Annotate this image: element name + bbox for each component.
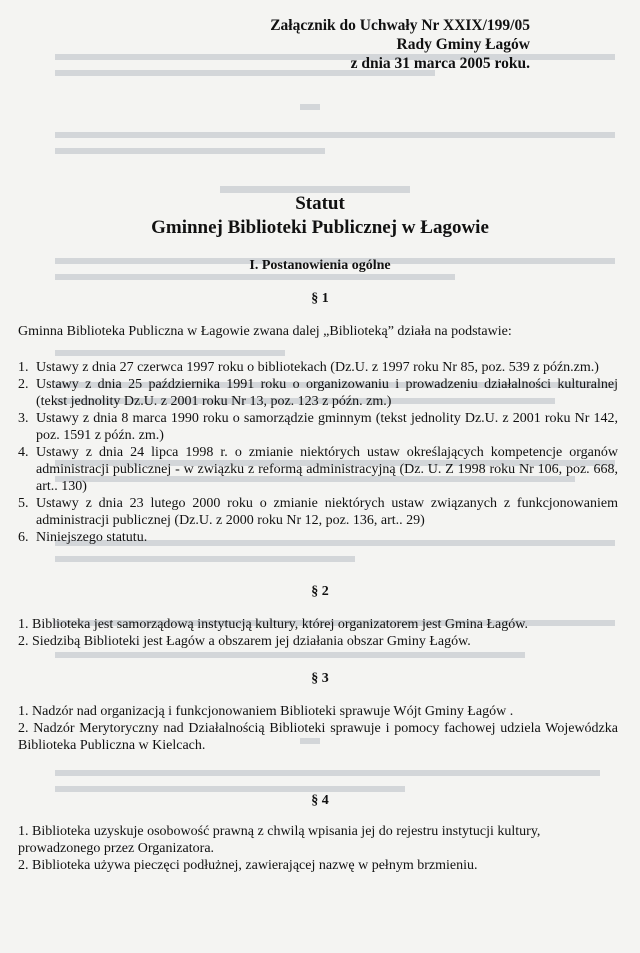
annex-header xyxy=(270,16,530,73)
document-title xyxy=(0,192,640,240)
list-item: 6. Niniejszego statutu. xyxy=(18,530,148,545)
list-item: 1. Ustawy z dnia 27 czerwca 1997 roku o bibliotekach (Dz.U. z 1997 roku Nr 85, poz. 539 z późn.zm.) xyxy=(18,360,599,375)
list-item: 1. Nadzór nad organizacją i funkcjonowaniem Biblioteki sprawuje Wójt Gminy Łagów . xyxy=(18,704,514,719)
title-line-1: Statut xyxy=(295,193,345,214)
paragraph-3-heading: § 3 xyxy=(311,671,329,686)
paragraph-3-list xyxy=(18,703,618,754)
paragraph-1-list xyxy=(18,359,618,546)
paragraph-4-list xyxy=(18,823,618,874)
list-item: 2. Biblioteka używa pieczęci podłużnej, zawierającej nazwę w pełnym brzmieniu. xyxy=(18,858,478,873)
list-item: 1. Biblioteka jest samorządową instytucją kultury, której organizatorem jest Gmina Łagów. xyxy=(18,617,528,632)
section-heading: I. Postanowienia ogólne xyxy=(249,258,391,273)
annex-line-1: Załącznik do Uchwały Nr XXIX/199/05 xyxy=(270,17,530,34)
paragraph-2-list xyxy=(18,616,618,650)
paragraph-2-heading: § 2 xyxy=(311,584,329,599)
list-item: 1. Biblioteka uzyskuje osobowość prawną z chwilą wpisania jej do rejestru instytucji kultury, prowadzonego przez Organizatora. xyxy=(18,824,541,856)
list-item: 2. Nadzór Merytoryczny nad Działalnością Biblioteki sprawuje i pomocy fachowej udziela Wojewódzka Biblioteka Publiczna w Kielcach. xyxy=(18,721,618,753)
title-line-2: Gminnej Biblioteki Publicznej w Łagowie xyxy=(151,217,489,238)
list-item: 3. Ustawy z dnia 8 marca 1990 roku o samorządzie gminnym (tekst jednolity Dz.U. z 2001 roku Nr 142, poz. 1591 z późn. zm.) xyxy=(18,411,618,443)
paragraph-1-heading: § 1 xyxy=(311,291,329,306)
list-item: 5. Ustawy z dnia 23 lutego 2000 roku o zmianie niektórych ustaw związanych z funkcjonowaniem administracji publicznej (Dz.U. z 2000 roku Nr 12, poz. 136, art.. 29) xyxy=(18,496,618,528)
list-item: 4. Ustawy z dnia 24 lipca 1998 r. o zmianie niektórych ustaw określających kompetencje organów administracji publicznej - w związku z reformą administracyjną (Dz. U. Z 1998 roku Nr 106, poz. 668, art.. 130) xyxy=(18,445,618,494)
paragraph-1-intro: Gminna Biblioteka Publiczna w Łagowie zwana dalej „Biblioteką” działa na podstawie: xyxy=(18,324,512,339)
list-item: 2. Siedzibą Biblioteki jest Łagów a obszarem jej działania obszar Gminy Łagów. xyxy=(18,634,471,649)
annex-line-2: Rady Gminy Łagów xyxy=(396,36,530,53)
annex-line-3: z dnia 31 marca 2005 roku. xyxy=(350,55,530,72)
list-item: 2. Ustawy z dnia 25 października 1991 roku o organizowaniu i prowadzeniu działalności kulturalnej (tekst jednolity Dz.U. z 2001 roku Nr 13, poz. 123 z późn. zm.) xyxy=(18,377,618,409)
paragraph-4-heading: § 4 xyxy=(311,793,329,808)
